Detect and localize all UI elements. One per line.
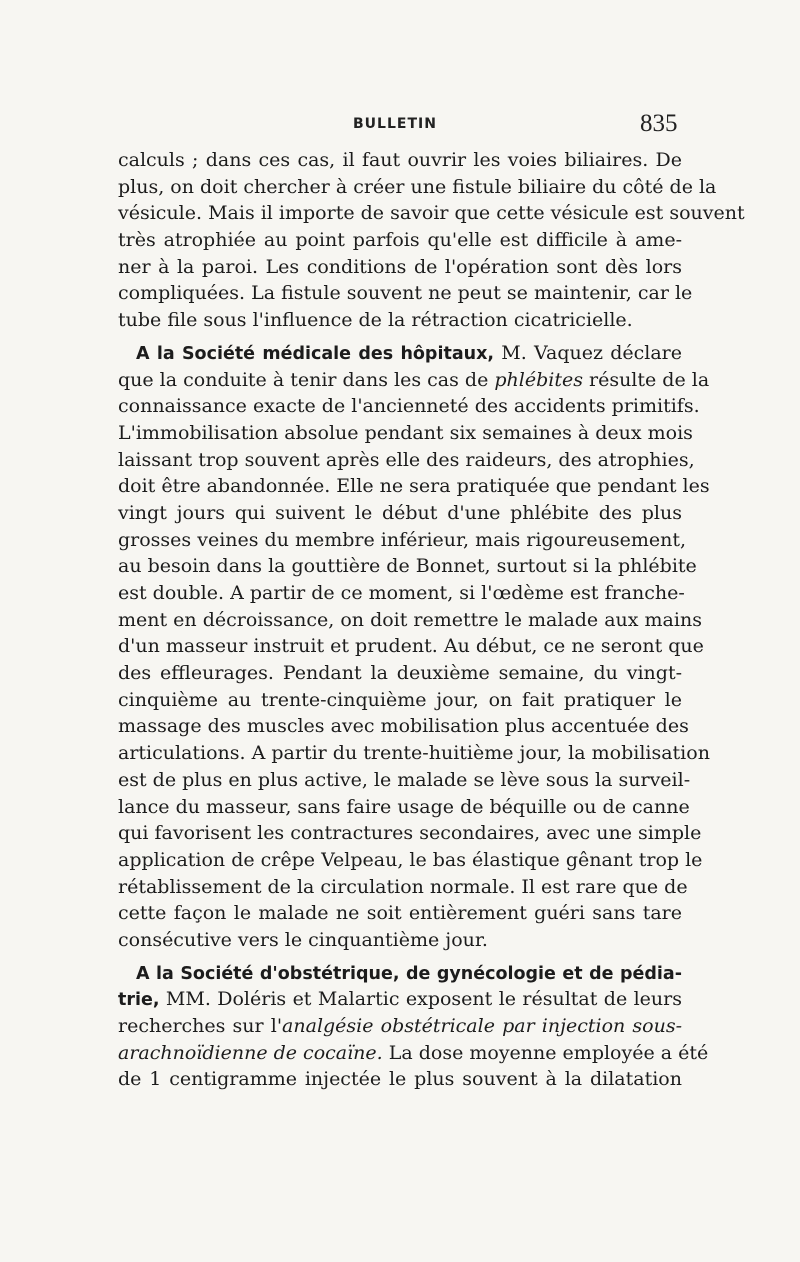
text-line: arachnoïdienne de cocaïne. La dose moyenne employée a été — [118, 1041, 709, 1064]
text-line — [118, 960, 682, 987]
text-line: est double. A partir de ce moment, si l'œdème est franche- — [118, 582, 685, 604]
page-body — [118, 147, 745, 1093]
text-line: de 1 centigramme injectée le plus souvent à la dilatation — [118, 1068, 682, 1091]
page-number: 835 — [640, 110, 678, 137]
text-line: articulations. A partir du trente-huitième jour, la mobilisation — [118, 742, 710, 765]
emphasis: arachnoïdienne de cocaïne. — [118, 1041, 383, 1064]
text-line: qui favorisent les contractures secondaires, avec une simple — [118, 822, 702, 845]
paragraph-societe-obstetrique — [118, 960, 709, 1093]
text-line: des effleurages. Pendant la deuxième semaine, du vingt- — [118, 662, 682, 685]
text-line: que la conduite à tenir dans les cas de phlébites résulte de la — [118, 368, 710, 391]
running-title: BULLETIN — [353, 116, 437, 132]
page-header — [0, 110, 800, 140]
paragraph-calculs — [118, 147, 745, 334]
text-line: cinquième au trente-cinquième jour, on fait pratiquer le — [118, 688, 682, 711]
text-line: trie, MM. Doléris et Malartic exposent le résultat de leurs — [118, 988, 682, 1011]
section-heading: trie, — [118, 990, 160, 1011]
emphasis: analgésie obstétricale par injection sous- — [282, 1015, 682, 1037]
text-line: très atrophiée au point parfois qu'elle est difficile à ame- — [118, 229, 682, 252]
text-line: tube file sous l'influence de la rétraction cicatricielle. — [118, 309, 633, 332]
text-line: ment en décroissance, on doit remettre le malade aux mains — [118, 608, 702, 631]
section-heading: A la Société d'obstétrique, de gynécologie et de pédia- — [136, 963, 682, 984]
text-line: L'immobilisation absolue pendant six semaines à deux mois — [118, 421, 693, 444]
text-line: lance du masseur, sans faire usage de béquille ou de canne — [118, 795, 690, 818]
text-line: est de plus en plus active, le malade se lève sous la surveil- — [118, 768, 691, 791]
text-line: plus, on doit chercher à créer une fistule biliaire du côté de la — [118, 175, 717, 198]
text-line: doit être abandonnée. Elle ne sera pratiquée que pendant les — [118, 475, 710, 498]
emphasis: phlébites — [494, 368, 583, 391]
text-line: massage des muscles avec mobilisation plus accentuée des — [118, 715, 689, 738]
text-line: laissant trop souvent après elle des raideurs, des atrophies, — [118, 448, 695, 471]
text-line: consécutive vers le cinquantième jour. — [118, 928, 488, 951]
text-line: grosses veines du membre inférieur, mais rigoureusement, — [118, 528, 687, 551]
text-line: connaissance exacte de l'ancienneté des accidents primitifs. — [118, 395, 700, 418]
paragraph-societe-medicale — [118, 340, 710, 954]
section-heading: A la Société médicale des hôpitaux, — [136, 343, 495, 364]
text-line: d'un masseur instruit et prudent. Au début, ce ne seront que — [118, 635, 704, 658]
text-line: calculs ; dans ces cas, il faut ouvrir les voies biliaires. De — [118, 149, 682, 171]
text-line: vingt jours qui suivent le début d'une phlébite des plus — [118, 501, 682, 524]
text-line: ner à la paroi. Les conditions de l'opération sont dès lors — [118, 255, 682, 278]
text-line: application de crêpe Velpeau, le bas élastique gênant trop le — [118, 848, 703, 871]
text-line: au besoin dans la gouttière de Bonnet, surtout si la phlébite — [118, 555, 697, 578]
text-line: rétablissement de la circulation normale. Il est rare que de — [118, 875, 688, 898]
text-line: cette façon le malade ne soit entièrement guéri sans tare — [118, 902, 682, 925]
text-line: A la Société médicale des hôpitaux, M. Vaquez déclare — [136, 341, 683, 364]
text-line: vésicule. Mais il importe de savoir que cette vésicule est souvent — [118, 202, 745, 225]
text-line: recherches sur l'analgésie obstétricale par injection sous- — [118, 1015, 682, 1037]
text-line: compliquées. La fistule souvent ne peut se maintenir, car le — [118, 282, 693, 305]
